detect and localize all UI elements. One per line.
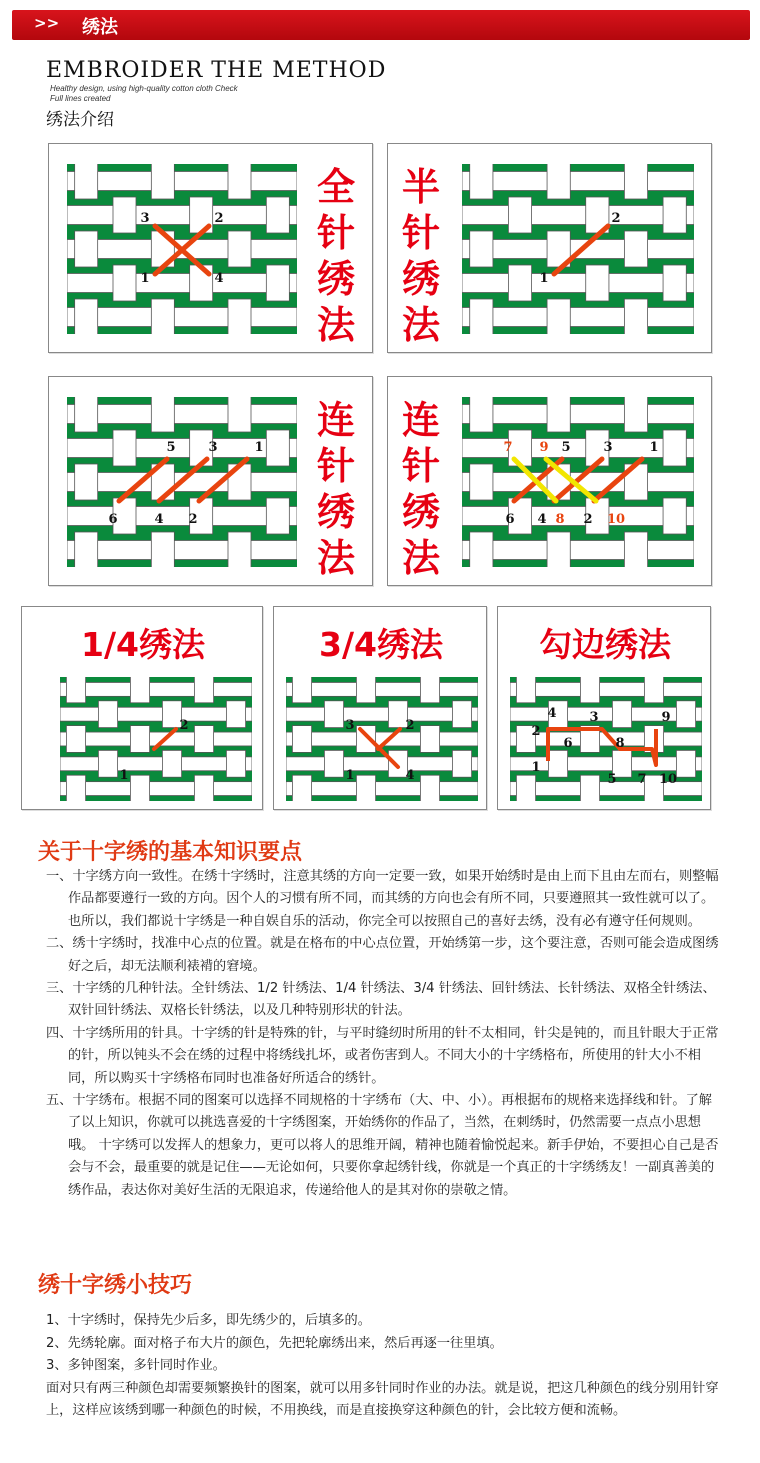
weave-cell — [676, 701, 695, 728]
weave-cell — [130, 726, 149, 753]
weave-cell — [113, 197, 136, 233]
weave-cell — [228, 397, 251, 432]
weave-cell — [644, 677, 663, 703]
weave-cell — [624, 299, 647, 334]
panel-title: 1/4绣法 — [81, 625, 205, 664]
panel-title: 勾边绣法 — [539, 625, 671, 664]
tip-item: 2、先绣轮廓。面对格子布大片的颜色，先把轮廓绣出来，然后再逐一往里填。 — [46, 1335, 503, 1351]
weave-cell — [663, 498, 686, 534]
weave-strip — [462, 171, 694, 190]
weave-diagram — [286, 677, 478, 801]
panel-title: 半针绣法 — [401, 165, 440, 347]
stitch-label: 3 — [208, 440, 218, 455]
stitch-label: 3 — [603, 440, 613, 455]
weave-cell — [228, 532, 251, 567]
stitch-label: 10 — [658, 772, 678, 787]
weave-strip — [67, 307, 297, 326]
weave-strip — [286, 682, 478, 696]
weave-strip — [462, 307, 694, 326]
weave-cell — [548, 750, 567, 777]
weave-strip — [60, 732, 252, 746]
weave-cell — [508, 265, 531, 301]
weave-cell — [151, 299, 174, 334]
weave-cell — [162, 750, 181, 777]
weave-strip — [462, 404, 694, 423]
weave-strip — [60, 682, 252, 696]
stitch-label: 1 — [119, 768, 129, 783]
panel-title: 连针绣法 — [401, 398, 440, 580]
weave-cell — [420, 677, 439, 703]
weave-cell — [75, 464, 98, 500]
weave-diagram — [462, 397, 694, 567]
weave-cell — [98, 701, 117, 728]
weave-cell — [470, 532, 493, 567]
weave-cell — [75, 532, 98, 567]
stitch-label: 4 — [547, 706, 557, 721]
stitch-label: 4 — [537, 512, 547, 527]
weave-strip — [510, 682, 702, 696]
stitch-label: 9 — [539, 440, 549, 455]
weave-cell — [547, 164, 570, 199]
weave-diagram — [60, 677, 252, 801]
stitch-label: 1 — [140, 271, 150, 286]
weave-cell — [356, 677, 375, 703]
weave-cell — [420, 775, 439, 801]
weave-cell — [580, 775, 599, 801]
weave-cell — [266, 265, 289, 301]
weave-cell — [113, 430, 136, 466]
stitch-label: 1 — [539, 271, 549, 286]
tip-item: 1、十字绣时，保持先少后多，即先绣少的，后填多的。 — [46, 1313, 371, 1328]
stitch-label: 6 — [108, 512, 118, 527]
weave-cell — [470, 464, 493, 500]
weave-cell — [356, 775, 375, 801]
section-banner — [12, 10, 750, 40]
weave-cell — [130, 775, 149, 801]
intro-heading: 绣法介绍 — [46, 110, 114, 130]
weave-strip — [60, 757, 252, 771]
headline: EMBROIDER THE METHOD — [46, 58, 387, 83]
stitch-label: 6 — [563, 736, 573, 751]
weave-strip — [286, 757, 478, 771]
subtitle-line-2: Full lines created — [50, 94, 111, 103]
stitch-label: 5 — [166, 440, 176, 455]
weave-diagram — [67, 397, 297, 567]
stitch-label: 2 — [405, 718, 415, 733]
weave-cell — [151, 164, 174, 199]
weave-cell — [113, 265, 136, 301]
weave-strip — [67, 506, 297, 525]
knowledge-item: 一、十字绣方向一致性。在绣十字绣时，注意其绣的方向一定要一致，如果开始绣时是由上而下且由左而右，则整幅作品都要遵行一致的方向。因个人的习惯有所不同，而其绣的方向也会有所不同，只要遵照其一致性就可以了。也所以，我们都说十字绣是一种自娱自乐的活动，你完全可以按照自己的喜好去绣，没有必有遵守任何规则。 — [46, 869, 719, 929]
weave-strip — [286, 782, 478, 796]
weave-cell — [580, 677, 599, 703]
stitch-label: 7 — [503, 440, 513, 455]
stitch-label: 2 — [188, 512, 198, 527]
weave-cell — [66, 726, 85, 753]
stitch-label: 1 — [345, 768, 355, 783]
weave-strip — [67, 171, 297, 190]
weave-cell — [612, 701, 631, 728]
tip-item: 3、多钟图案，多针同时作业。 — [46, 1358, 226, 1374]
stitch-label: 9 — [661, 710, 671, 725]
stitch-label: 7 — [637, 772, 647, 787]
stitch-label: 6 — [505, 512, 515, 527]
weave-cell — [516, 677, 535, 703]
stitch-label: 5 — [561, 440, 571, 455]
weave-cell — [547, 397, 570, 432]
banner-title: 绣法 — [82, 17, 118, 38]
weave-strip — [462, 205, 694, 224]
weave-cell — [226, 750, 245, 777]
stitch-label: 4 — [154, 512, 164, 527]
stitch-label: 3 — [345, 718, 355, 733]
weave-cell — [75, 397, 98, 432]
weave-strip — [462, 506, 694, 525]
weave-strip — [67, 404, 297, 423]
weave-cell — [98, 750, 117, 777]
weave-cell — [75, 164, 98, 199]
weave-cell — [75, 299, 98, 334]
weave-cell — [624, 164, 647, 199]
weave-cell — [190, 265, 213, 301]
stitch-label: 8 — [555, 512, 565, 527]
weave-cell — [624, 397, 647, 432]
weave-cell — [130, 677, 149, 703]
weave-cell — [470, 299, 493, 334]
panel-continuous-stitch-2 — [387, 376, 712, 586]
weave-strip — [510, 707, 702, 721]
stitch-label: 4 — [214, 271, 224, 286]
weave-cell — [194, 775, 213, 801]
weave-diagram — [67, 164, 297, 334]
weave-cell — [226, 701, 245, 728]
stitch-label: 2 — [214, 211, 224, 226]
weave-strip — [286, 707, 478, 721]
weave-strip — [60, 782, 252, 796]
weave-cell — [470, 164, 493, 199]
stitch-label: 2 — [583, 512, 593, 527]
weave-strip — [462, 438, 694, 457]
stitch-label: 1 — [531, 760, 541, 775]
weave-cell — [324, 750, 343, 777]
stitch-label: 2 — [531, 724, 541, 739]
weave-cell — [663, 197, 686, 233]
stitch-label: 4 — [405, 768, 415, 783]
weave-strip — [60, 707, 252, 721]
weave-cell — [470, 231, 493, 267]
tips-list — [46, 1310, 726, 1423]
weave-cell — [624, 532, 647, 567]
stitch-label: 10 — [606, 512, 626, 527]
weave-cell — [266, 498, 289, 534]
panel-continuous-stitch — [48, 376, 373, 586]
weave-strip — [67, 540, 297, 559]
weave-cell — [547, 299, 570, 334]
weave-cell — [324, 701, 343, 728]
stitch-label: 3 — [589, 710, 599, 725]
weave-strip — [462, 540, 694, 559]
weave-cell — [151, 532, 174, 567]
weave-cell — [228, 231, 251, 267]
weave-cell — [516, 775, 535, 801]
weave-strip — [67, 205, 297, 224]
weave-cell — [292, 775, 311, 801]
stitch-label: 1 — [254, 440, 264, 455]
weave-cell — [624, 231, 647, 267]
weave-cell — [663, 265, 686, 301]
weave-strip — [67, 273, 297, 292]
weave-cell — [676, 750, 695, 777]
weave-cell — [151, 397, 174, 432]
stitch-label: 1 — [649, 440, 659, 455]
weave-cell — [66, 775, 85, 801]
weave-cell — [663, 430, 686, 466]
weave-cell — [470, 397, 493, 432]
weave-cell — [452, 750, 471, 777]
panel-quarter-stitch — [21, 606, 263, 810]
section-heading: 绣十字绣小技巧 — [38, 1273, 193, 1298]
panel-three-quarter-stitch — [273, 606, 487, 810]
weave-cell — [420, 726, 439, 753]
weave-cell — [508, 197, 531, 233]
weave-diagram — [462, 164, 694, 334]
knowledge-item: 三、十字绣的几种针法。全针绣法、1/2 针绣法、1/4 针绣法、3/4 针绣法、回针绣法、长针绣法、双格全针绣法、双针回针绣法、双格长针绣法，以及几种特别形状的针法。 — [46, 981, 716, 1019]
panel-title: 连针绣法 — [316, 398, 355, 580]
panel-outline-stitch — [497, 606, 711, 810]
panel-title: 3/4绣法 — [319, 625, 443, 664]
weave-diagram — [510, 677, 702, 801]
stitch-label: 2 — [179, 718, 189, 733]
weave-cell — [228, 164, 251, 199]
weave-cell — [228, 299, 251, 334]
double-chevron-icon: >> — [34, 14, 60, 32]
weave-cell — [194, 726, 213, 753]
knowledge-item: 二、绣十字绣时，找准中心点的位置。就是在格布的中心点位置，开始绣第一步，这个要注意，否则可能会造成图绣好之后，却无法顺利裱褙的窘境。 — [46, 936, 719, 974]
weave-cell — [586, 265, 609, 301]
tip-item: 面对只有两三种颜色却需要频繁换针的图案，就可以用多针同时作业的办法。就是说，把这几种颜色的线分别用针穿上，这样应该绣到哪一种颜色的时候，不用换线，而是直接换穿这种颜色的针，会比较方便和流畅。 — [46, 1380, 719, 1419]
knowledge-list — [46, 866, 724, 1202]
weave-cell — [452, 701, 471, 728]
stitch-label: 8 — [615, 736, 625, 751]
weave-cell — [266, 197, 289, 233]
panel-full-stitch — [48, 143, 373, 353]
weave-cell — [66, 677, 85, 703]
weave-strip — [462, 273, 694, 292]
stitch-label: 5 — [607, 772, 617, 787]
knowledge-item: 四、十字绣所用的针具。十字绣的针是特殊的针，与平时缝纫时所用的针不太相同，针尖是钝的，而且针眼大于正常的针，所以钝头不会在绣的过程中将绣线扎坏，或者伤害到人。不同大小的十字绣格布，所使用的针大小不相同，所以购买十字绣格布同时也准备好所适合的绣针。 — [46, 1025, 719, 1086]
weave-cell — [547, 532, 570, 567]
weave-cell — [292, 726, 311, 753]
panel-title: 全针绣法 — [316, 165, 355, 347]
weave-cell — [194, 677, 213, 703]
weave-cell — [266, 430, 289, 466]
weave-cell — [75, 231, 98, 267]
subtitle-line-1: Healthy design, using high-quality cotton cloth Check — [50, 84, 238, 93]
knowledge-item: 五、十字绣布。根据不同的图案可以选择不同规格的十字绣布（大、中、小）。再根据布的规格来选择线和针。了解了以上知识，你就可以挑选喜爱的十字绣图案，开始绣你的作品了，当然，在刺绣时，仍然需要一点点小思想哦。 十字绣可以发挥人的想象力，更可以将人的思维开阔，精神也随着愉悦起来。新手伊始，不要担心自己是否会与不会，最重要的就是记住——无论如何，只要你拿起绣针线，你就是一个真正的十字绣绣友！一副真善美的绣作品，表达你对美好生活的无限追求，传递给他人的是其对你的崇敬之情。 — [46, 1093, 719, 1198]
stitch-label: 2 — [611, 211, 621, 226]
stitch-label: 3 — [140, 211, 150, 226]
panel-half-stitch — [387, 143, 712, 353]
section-heading: 关于十字绣的基本知识要点 — [38, 840, 303, 865]
weave-cell — [292, 677, 311, 703]
